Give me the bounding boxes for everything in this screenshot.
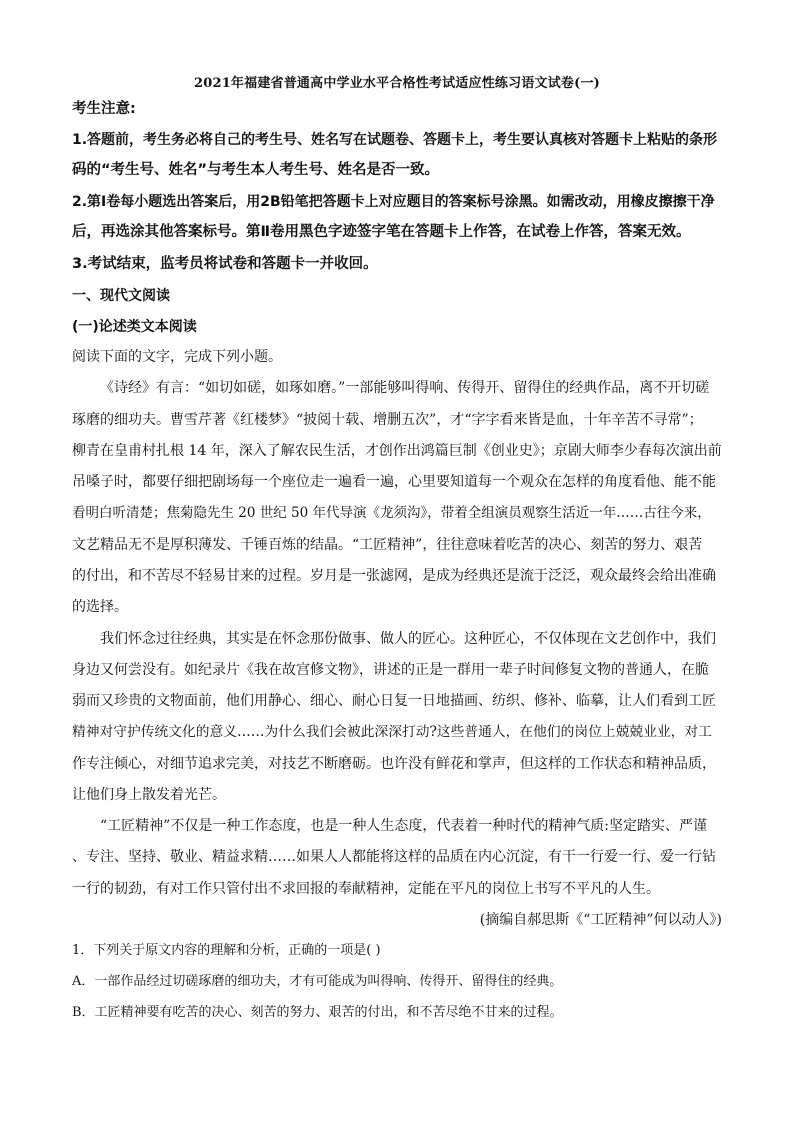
notice-line: 3.考试结束，监考员将试卷和答题卡一并收回。	[72, 256, 378, 272]
subsection-heading: (一)论述类文本阅读	[72, 319, 197, 335]
passage-line: 《诗经》有言：“如切如磋，如琢如磨。”一部能够叫得响、传得开、留得住的经典作品，离不开切磋	[100, 380, 710, 396]
passage-line: 作专注倾心，对细节追求完美，对技艺不断磨砺。也许没有鲜花和掌声，但这样的工作状态和精神品质，	[72, 756, 716, 772]
passage-line: 的付出，和不苦尽不轻易甘来的过程。岁月是一张滤网，是成为经典还是流于泛泛，观众最终会给出准确	[72, 568, 716, 584]
question-stem: 1．下列关于原文内容的理解和分析，正确的一项是( )	[72, 943, 381, 958]
section-heading: 一、现代文阅读	[72, 288, 170, 304]
question-option-b: B．工匠精神要有吃苦的决心、刻苦的努力、艰苦的付出，和不苦尽绝不甘来的过程。	[72, 1005, 563, 1020]
instruction: 阅读下面的文字，完成下列小题。	[72, 349, 282, 365]
passage-line: 吊嗓子时，都要仔细把剧场每一个座位走一遍看一遍，心里要知道每一个观众在怎样的角度看他、能不能	[72, 474, 716, 490]
notice-line: 后，再选涂其他答案标号。第Ⅱ卷用黑色字迹签字笔在答题卡上作答，在试卷上作答，答案无效。	[72, 224, 691, 240]
question-option-a: A．一部作品经过切磋琢磨的细功夫，才有可能成为叫得响、传得开、留得住的经典。	[72, 974, 563, 989]
passage-line: 弱而又珍贵的文物面前，他们用静心、细心、耐心日复一日地描画、纺织、修补、临摹，让人们看到工匠	[72, 693, 716, 709]
passage-line: 精神对守护传统文化的意义……为什么我们会被此深深打动?这些普通人，在他们的岗位上兢兢业业，对工	[72, 724, 712, 740]
passage-line: 琢磨的细功夫。曹雪芹著《红楼梦》“披阅十载、增删五次”，才“字字看来皆是血，十年辛苦不寻常”；	[72, 412, 703, 428]
passage-line: 我们怀念过往经典，其实是在怀念那份做事、做人的匠心。这种匠心，不仅体现在文艺创作中，我们	[100, 631, 716, 647]
notice-line: 2.第Ⅰ卷每小题选出答案后，用2B铅笔把答题卡上对应题目的答案标号涂黑。如需改动，用橡皮擦擦干净	[72, 194, 715, 210]
passage-line: “工匠精神”不仅是一种工作态度，也是一种人生态度，代表着一种时代的精神气质:坚定踏实、严谨	[100, 818, 708, 834]
exam-title: 2021年福建省普通高中学业水平合格性考试适应性练习语文试卷(一)	[193, 76, 601, 91]
passage-line: 文艺精品无不是厚积薄发、千锤百炼的结晶。“工匠精神”，往往意味着吃苦的决心、刻苦的努力、艰苦	[72, 537, 703, 553]
passage-line: 一行的韧劲，有对工作只管付出不求回报的奉献精神，定能在平凡的岗位上书写不平凡的人生。	[72, 881, 660, 897]
passage-line: 的选择。	[72, 599, 128, 615]
notice-heading: 考生注意:	[72, 101, 136, 117]
passage-line: 、专注、坚持、敬业、精益求精……如果人人都能将这样的品质在内心沉淀，有干一行爱一行、爱一行钻	[72, 849, 716, 865]
passage-line: 身边又何尝没有。如纪录片《我在故宫修文物》，讲述的正是一群用一辈子时间修复文物的普通人，在脆	[72, 662, 709, 678]
passage-line: 让他们身上散发着光芒。	[72, 787, 226, 803]
notice-line: 1.答题前，考生务必将自己的考生号、姓名写在试题卷、答题卡上，考生要认真核对答题卡上粘贴的条形	[72, 132, 718, 148]
notice-line: 码的“考生号、姓名”与考生本人考生号、姓名是否一致。	[72, 162, 440, 178]
passage-line: 柳青在皇甫村扎根 14 年，深入了解农民生活，才创作出鸿篇巨制《创业史》；京剧大师李少春每次演出前	[72, 443, 722, 459]
passage-source: (摘编自郝思斯《“工匠精神”何以动人》)	[479, 912, 722, 928]
passage-line: 看明白听清楚；焦菊隐先生 20 世纪 50 年代导演《龙须沟》，带着全组演员观察生活近一年……古往今来，	[72, 505, 711, 521]
